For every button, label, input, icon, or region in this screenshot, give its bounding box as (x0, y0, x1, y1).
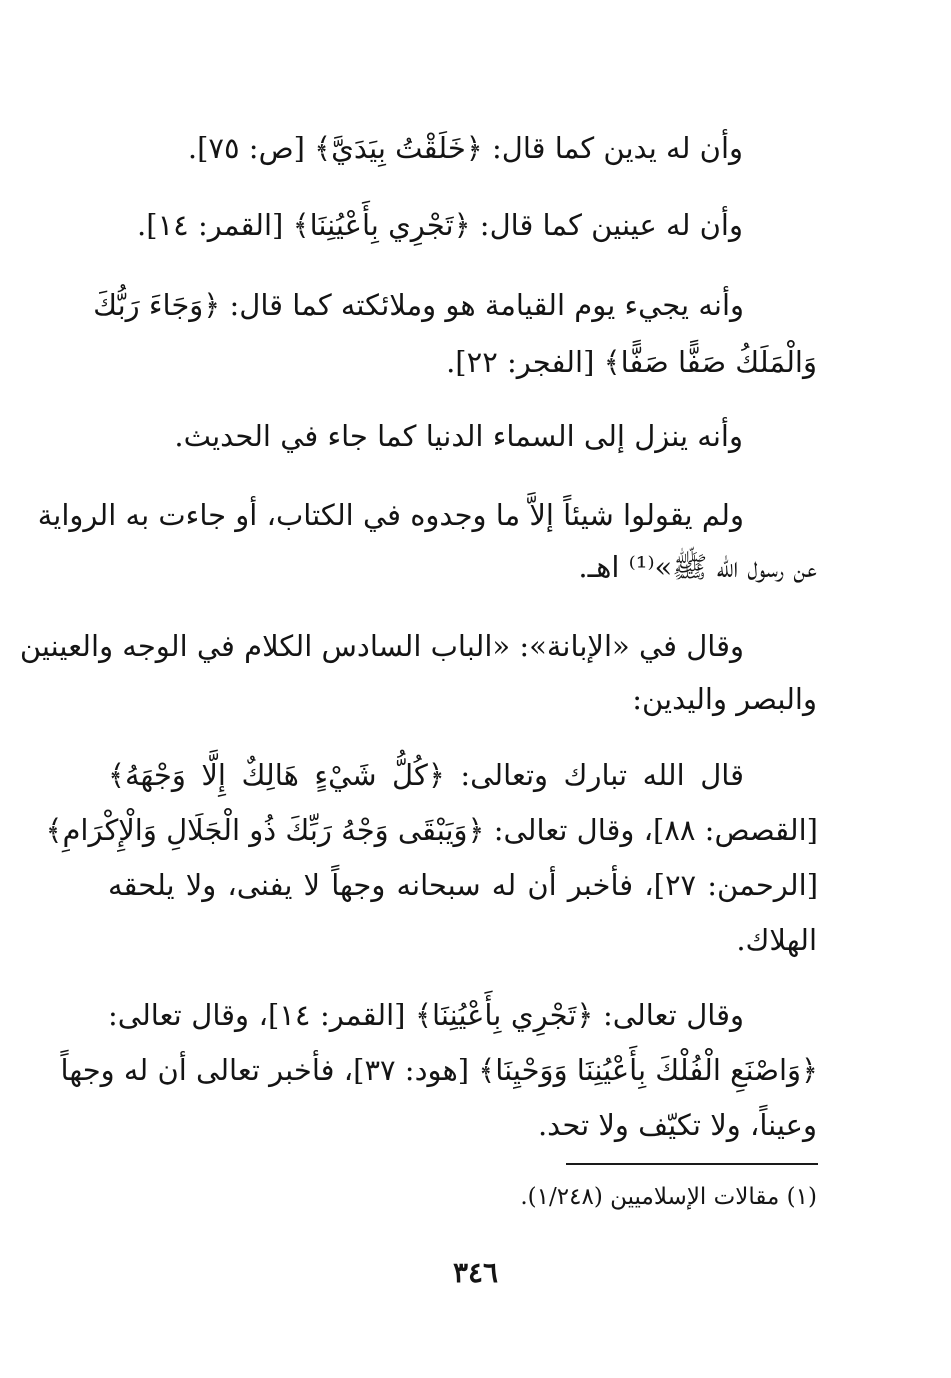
text-line: [القصص: ٨٨]، وقال تعالى: ﴿وَيَبْقَى وَجْهُ رَبِّكَ ذُو الْجَلَالِ وَالْإِكْرَامِ﴾ (45, 813, 818, 847)
text-line: وأن له عينين كما قال: ﴿تَجْرِي بِأَعْيُنِنَا﴾ [القمر: ١٤]. (137, 208, 743, 242)
text-line: والبصر واليدين: (632, 682, 817, 716)
text-line: وأنه يجيء يوم القيامة هو وملائكته كما قال: ﴿وَجَاءَ رَبُّكَ (93, 288, 744, 322)
text-line: قال الله تبارك وتعالى: ﴿كُلُّ شَيْءٍ هَالِكٌ إِلَّا وَجْهَهُ﴾ (108, 758, 744, 792)
text-line: وَالْمَلَكُ صَفًّا صَفًّا﴾ [الفجر: ٢٢]. (446, 345, 817, 379)
footnote: (١) مقالات الإسلاميين (١/٢٤٨). (520, 1184, 817, 1210)
text-line: وأنه ينزل إلى السماء الدنيا كما جاء في الحديث. (174, 419, 743, 453)
text-line: وقال في «الإبانة»: «الباب السادس الكلام في الوجه والعينين (19, 629, 744, 663)
footnote-separator (566, 1163, 818, 1165)
text-line: وأن له يدين كما قال: ﴿خَلَقْتُ بِيَدَيَّ﴾ [ص: ٧٥]. (187, 131, 743, 165)
text-line: الهلاك. (736, 923, 817, 957)
page-number: ٣٤٦ (452, 1256, 499, 1289)
text-line: [الرحمن: ٢٧]، فأخبر أن له سبحانه وجهاً لا يفنى، ولا يلحقه (108, 868, 819, 902)
text-line: ولم يقولوا شيئاً إلاَّ ما وجدوه في الكتاب، أو جاءت به الرواية (37, 498, 744, 532)
text-line: عن رسول الله ﷺ»⁽¹⁾ اهـ. (578, 550, 817, 584)
text-line: ﴿وَاصْنَعِ الْفُلْكَ بِأَعْيُنِنَا وَوَحْيِنَا﴾ [هود: ٣٧]، فأخبر تعالى أن له وجهاً (60, 1053, 818, 1087)
text-line: وعيناً، ولا تكيّف ولا تحد. (537, 1108, 817, 1142)
text-line: وقال تعالى: ﴿تَجْرِي بِأَعْيُنِنَا﴾ [القمر: ١٤]، وقال تعالى: (108, 998, 745, 1032)
